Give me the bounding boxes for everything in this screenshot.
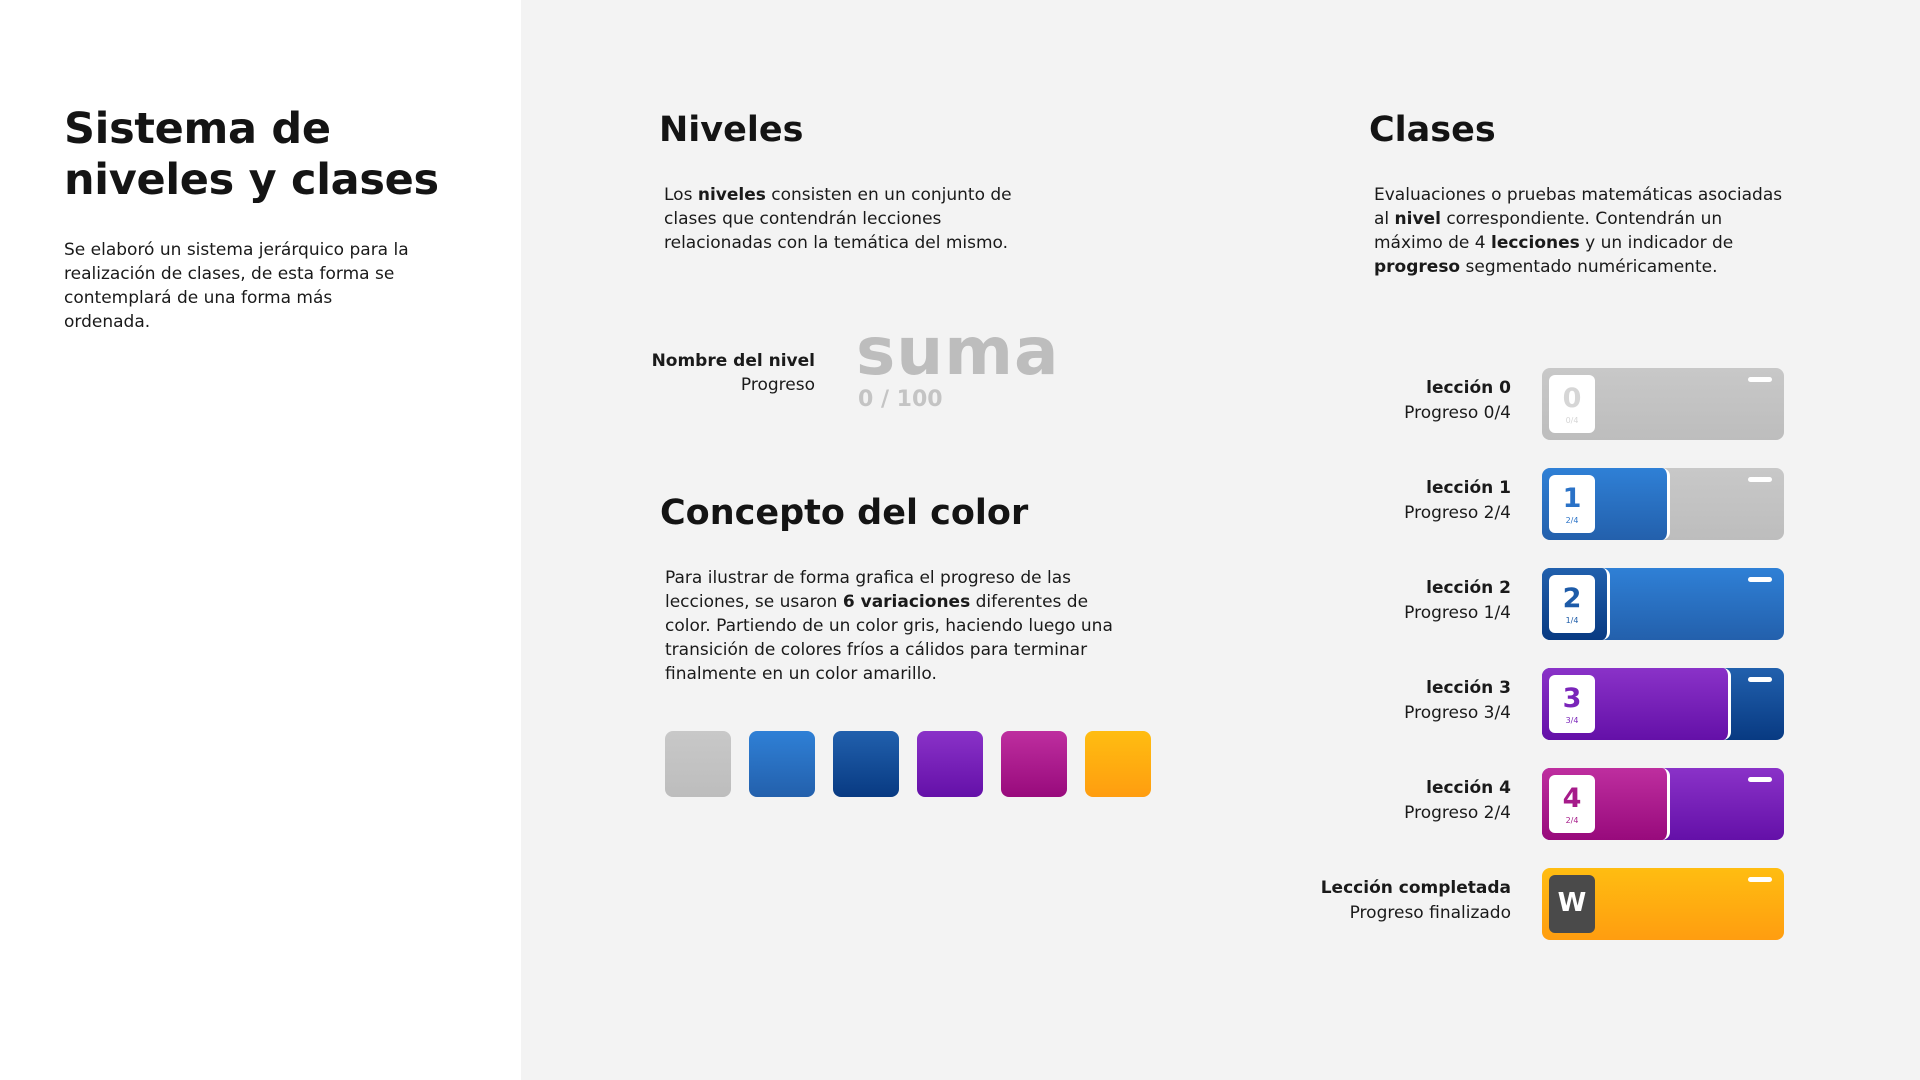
- lesson-row[interactable]: [1262, 368, 1784, 440]
- lesson-badge: [1549, 875, 1595, 933]
- clases-title: Clases: [1369, 110, 1496, 150]
- lesson-number: 3: [1562, 683, 1582, 714]
- lesson-text: [1404, 476, 1511, 526]
- swatch-gray: [665, 731, 731, 797]
- lesson-text: [1404, 576, 1511, 626]
- lesson-number: 2: [1562, 583, 1582, 614]
- lesson-badge: [1549, 375, 1595, 433]
- bar-indicator-icon: [1748, 777, 1772, 782]
- lesson-row[interactable]: [1262, 768, 1784, 840]
- lesson-title: lección 4: [1426, 778, 1511, 798]
- lesson-progress-bar[interactable]: [1542, 868, 1784, 940]
- lesson-row[interactable]: [1262, 868, 1784, 940]
- color-swatches: [665, 731, 1151, 797]
- lesson-title: lección 2: [1426, 578, 1511, 598]
- lesson-title: lección 0: [1426, 378, 1511, 398]
- lesson-badge: [1549, 575, 1595, 633]
- left-panel: [0, 0, 521, 1080]
- lesson-progress-bar[interactable]: [1542, 468, 1784, 540]
- lesson-number: W: [1557, 888, 1587, 918]
- lesson-row[interactable]: [1262, 468, 1784, 540]
- swatch-blue: [749, 731, 815, 797]
- swatch-purple: [917, 731, 983, 797]
- swatch-navy: [833, 731, 899, 797]
- bar-indicator-icon: [1748, 477, 1772, 482]
- lesson-progress-bar[interactable]: [1542, 668, 1784, 740]
- lesson-progress-text: Progreso 1/4: [1404, 603, 1511, 623]
- niveles-title: Niveles: [659, 110, 804, 150]
- lesson-fraction: 2/4: [1565, 516, 1579, 525]
- concepto-title: Concepto del color: [660, 493, 1029, 533]
- bar-indicator-icon: [1748, 677, 1772, 682]
- level-name-label: Nombre del nivel: [651, 351, 815, 371]
- page-title: Sistema de niveles y clases: [64, 104, 439, 205]
- lesson-text: [1404, 376, 1511, 426]
- lesson-number: 1: [1562, 483, 1582, 514]
- lesson-fraction: 1/4: [1565, 616, 1579, 625]
- level-example-labels: [620, 349, 815, 397]
- lesson-title: lección 1: [1426, 478, 1511, 498]
- bar-indicator-icon: [1748, 377, 1772, 382]
- bar-indicator-icon: [1748, 577, 1772, 582]
- lesson-progress-text: Progreso 3/4: [1404, 703, 1511, 723]
- lesson-progress-text: Progreso finalizado: [1349, 903, 1511, 923]
- concepto-description: Para ilustrar de forma grafica el progreso de las lecciones, se usaron 6 variaciones diferentes de color. Partiendo de un color gris, haciendo luego una transición de colores fríos a cálidos para terminar finalmente en un color amarillo.: [665, 568, 1113, 684]
- lesson-text: [1404, 676, 1511, 726]
- swatch-yellow: [1085, 731, 1151, 797]
- lesson-number: 4: [1562, 783, 1582, 814]
- lesson-badge: [1549, 475, 1595, 533]
- lesson-progress-bar[interactable]: [1542, 368, 1784, 440]
- lesson-badge: [1549, 675, 1595, 733]
- lesson-text: [1321, 876, 1511, 926]
- swatch-magenta: [1001, 731, 1067, 797]
- lesson-progress-bar[interactable]: [1542, 768, 1784, 840]
- lesson-progress-text: Progreso 0/4: [1404, 403, 1511, 423]
- lesson-progress-text: Progreso 2/4: [1404, 503, 1511, 523]
- lesson-row[interactable]: [1262, 668, 1784, 740]
- intro-text: Se elaboró un sistema jerárquico para la realización de clases, de esta forma se contemplará de una forma más ordenada.: [64, 240, 409, 332]
- lesson-progress-bar[interactable]: [1542, 568, 1784, 640]
- lesson-progress-text: Progreso 2/4: [1404, 803, 1511, 823]
- bar-indicator-icon: [1748, 877, 1772, 882]
- niveles-description: Los niveles consisten en un conjunto de clases que contendrán lecciones relacionadas con la temática del mismo.: [664, 185, 1012, 253]
- lesson-fraction: 3/4: [1565, 716, 1579, 725]
- lesson-title: lección 3: [1426, 678, 1511, 698]
- lesson-badge: [1549, 775, 1595, 833]
- lesson-title: Lección completada: [1320, 878, 1511, 898]
- lesson-number: 0: [1562, 383, 1582, 414]
- level-name-example: suma: [856, 313, 1060, 390]
- lesson-row[interactable]: [1262, 568, 1784, 640]
- level-progress-example: 0 / 100: [858, 387, 943, 412]
- level-progress-label: Progreso: [740, 375, 815, 395]
- lesson-fraction: 0/4: [1565, 416, 1579, 425]
- lesson-text: [1404, 776, 1511, 826]
- lesson-fraction: 2/4: [1565, 816, 1579, 825]
- clases-description: Evaluaciones o pruebas matemáticas asociadas al nivel correspondiente. Contendrán un máximo de 4 lecciones y un indicador de progreso segmentado numéricamente.: [1374, 185, 1783, 277]
